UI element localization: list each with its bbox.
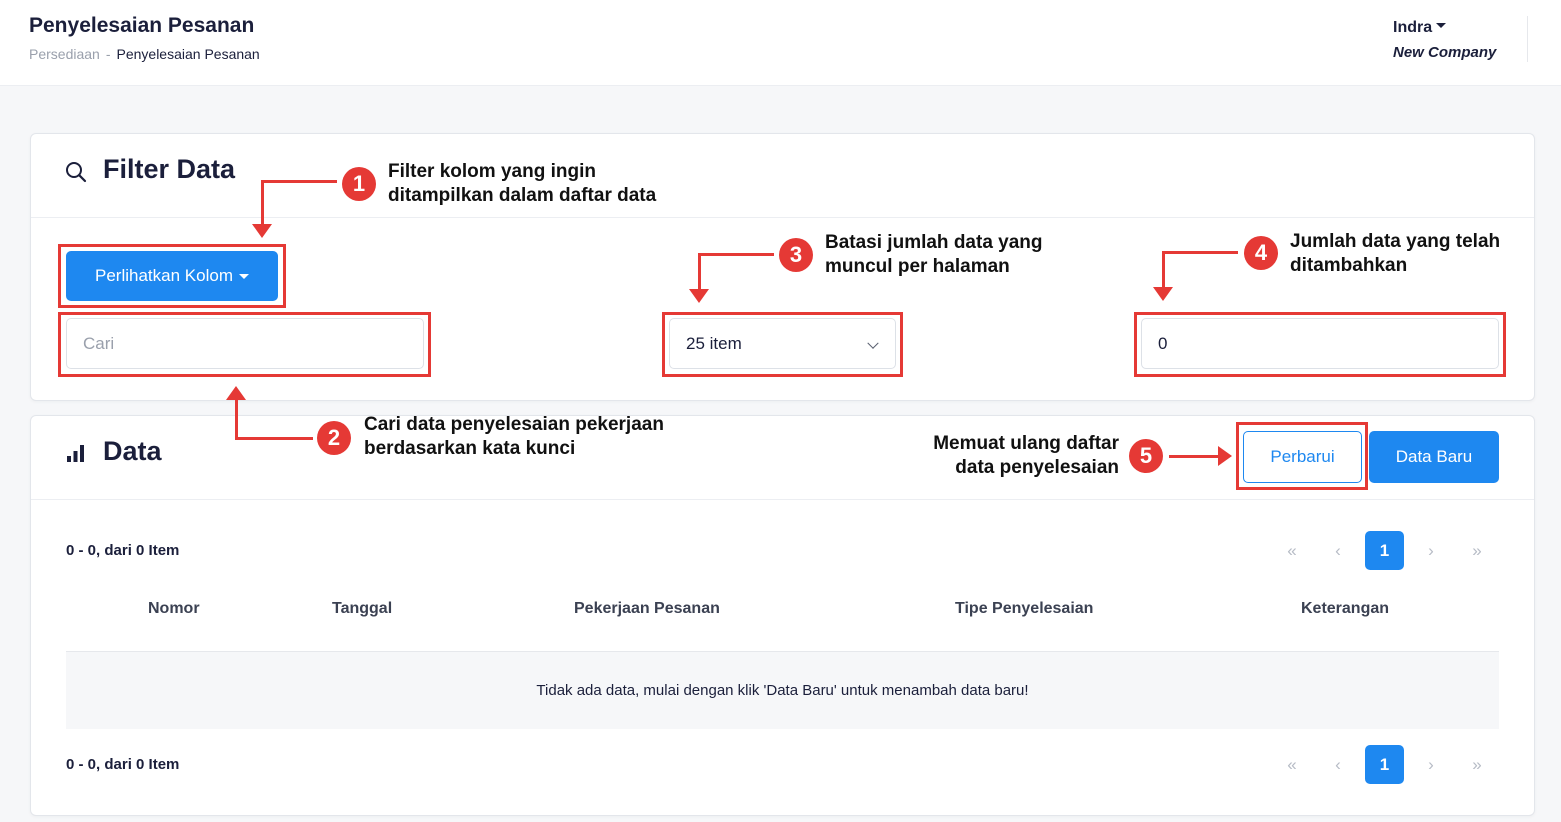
column-header-keterangan[interactable]: Keterangan xyxy=(1301,600,1390,617)
annotation-text-1-line-1: Filter kolom yang ingin xyxy=(388,161,596,182)
annotation-text-4 xyxy=(1290,230,1500,278)
pagination-bottom xyxy=(1269,745,1500,784)
show-columns-label: Perlihatkan Kolom xyxy=(95,266,233,285)
annotation-arrow-4 xyxy=(1162,251,1238,254)
breadcrumb-current: Penyelesaian Pesanan xyxy=(116,46,260,62)
item-count-top: 0 - 0, dari 0 Item xyxy=(66,542,180,559)
annotation-text-2-line-1: Cari data penyelesaian pekerjaan xyxy=(364,414,664,435)
annotation-text-5-line-1: Memuat ulang daftar xyxy=(933,433,1119,454)
empty-message: Tidak ada data, mulai dengan klik 'Data Baru' untuk menambah data baru! xyxy=(536,682,1029,699)
annotation-arrow-4-head xyxy=(1153,287,1173,301)
annotation-arrow-2 xyxy=(235,437,313,440)
user-menu[interactable] xyxy=(1393,19,1446,37)
annotation-text-3-line-2: muncul per halaman xyxy=(825,256,1010,277)
pagination-last-button[interactable]: » xyxy=(1472,754,1482,774)
top-bar xyxy=(0,0,1561,86)
annotation-badge-1: 1 xyxy=(342,167,376,201)
pagination-page-1[interactable]: 1 xyxy=(1365,745,1404,784)
search-placeholder: Cari xyxy=(83,333,115,353)
data-title: Data xyxy=(103,436,162,466)
annotation-arrow-3-stem xyxy=(698,253,701,289)
annotation-badge-4: 4 xyxy=(1244,236,1278,270)
annotation-arrow-3-head xyxy=(689,289,709,303)
refresh-label: Perbarui xyxy=(1270,447,1335,466)
annotation-arrow-5 xyxy=(1169,455,1219,458)
caret-down-icon[interactable] xyxy=(1436,23,1446,28)
annotation-text-2 xyxy=(364,413,664,461)
annotation-arrow-1-stem xyxy=(261,180,264,224)
annotation-text-2-line-2: berdasarkan kata kunci xyxy=(364,438,576,459)
highlight-box-added-count xyxy=(1134,312,1506,377)
pagination-first-button[interactable]: « xyxy=(1287,754,1297,774)
pagination-prev-button[interactable]: ‹ xyxy=(1335,540,1341,560)
annotation-text-1 xyxy=(388,160,656,208)
annotation-arrow-5-head xyxy=(1218,446,1232,466)
column-header-pekerjaan-pesanan[interactable]: Pekerjaan Pesanan xyxy=(574,600,720,617)
pagination-next-button[interactable]: › xyxy=(1428,540,1434,560)
filter-title: Filter Data xyxy=(103,154,236,184)
highlight-box-page-size xyxy=(662,312,903,377)
page-title: Penyelesaian Pesanan xyxy=(29,14,255,37)
pagination-top xyxy=(1269,531,1500,570)
pagination-first-button[interactable]: « xyxy=(1287,540,1297,560)
pagination-prev-button[interactable]: ‹ xyxy=(1335,754,1341,774)
new-data-button[interactable] xyxy=(1369,431,1499,483)
annotation-arrow-1-head xyxy=(252,224,272,238)
annotation-text-3 xyxy=(825,231,1043,279)
annotation-text-5 xyxy=(898,432,1119,480)
breadcrumb xyxy=(29,46,260,62)
column-header-nomor[interactable]: Nomor xyxy=(148,600,200,617)
company-name: New Company xyxy=(1393,44,1497,61)
annotation-text-5-line-2: data penyelesaian xyxy=(955,457,1119,478)
highlight-box-show-columns xyxy=(58,244,286,308)
new-data-label: Data Baru xyxy=(1395,447,1473,466)
search-icon xyxy=(64,160,88,184)
empty-table-row xyxy=(66,651,1499,729)
highlight-box-search xyxy=(58,312,431,377)
item-count-bottom: 0 - 0, dari 0 Item xyxy=(66,756,180,773)
topbar-divider xyxy=(1527,16,1528,62)
data-card-divider xyxy=(31,499,1534,500)
annotation-arrow-4-stem xyxy=(1162,251,1165,287)
annotation-badge-2: 2 xyxy=(317,421,351,455)
annotation-text-4-line-1: Jumlah data yang telah xyxy=(1290,231,1501,252)
highlight-box-refresh xyxy=(1236,422,1368,490)
annotation-arrow-1 xyxy=(261,180,337,183)
annotation-arrow-3 xyxy=(698,253,774,256)
annotation-arrow-2-stem xyxy=(235,398,238,439)
annotation-text-4-line-2: ditambahkan xyxy=(1290,255,1408,276)
annotation-badge-5: 5 xyxy=(1129,439,1163,473)
pagination-page-1[interactable]: 1 xyxy=(1365,531,1404,570)
column-header-tanggal[interactable]: Tanggal xyxy=(332,600,393,617)
annotation-text-1-line-2: ditampilkan dalam daftar data xyxy=(388,185,657,206)
filter-card-divider xyxy=(31,217,1534,218)
breadcrumb-parent-link[interactable]: Persediaan xyxy=(29,46,100,62)
pagination-last-button[interactable]: » xyxy=(1472,540,1482,560)
column-header-tipe-penyelesaian[interactable]: Tipe Penyelesaian xyxy=(955,600,1094,617)
bar-chart-icon xyxy=(66,444,86,462)
added-count-value: 0 xyxy=(1158,333,1168,353)
annotation-badge-3: 3 xyxy=(779,238,813,272)
annotation-text-3-line-1: Batasi jumlah data yang xyxy=(825,232,1043,253)
pagination-next-button[interactable]: › xyxy=(1428,754,1434,774)
breadcrumb-separator: - xyxy=(105,46,111,62)
page-size-value: 25 item xyxy=(686,333,742,353)
user-name[interactable]: Indra xyxy=(1393,19,1433,36)
